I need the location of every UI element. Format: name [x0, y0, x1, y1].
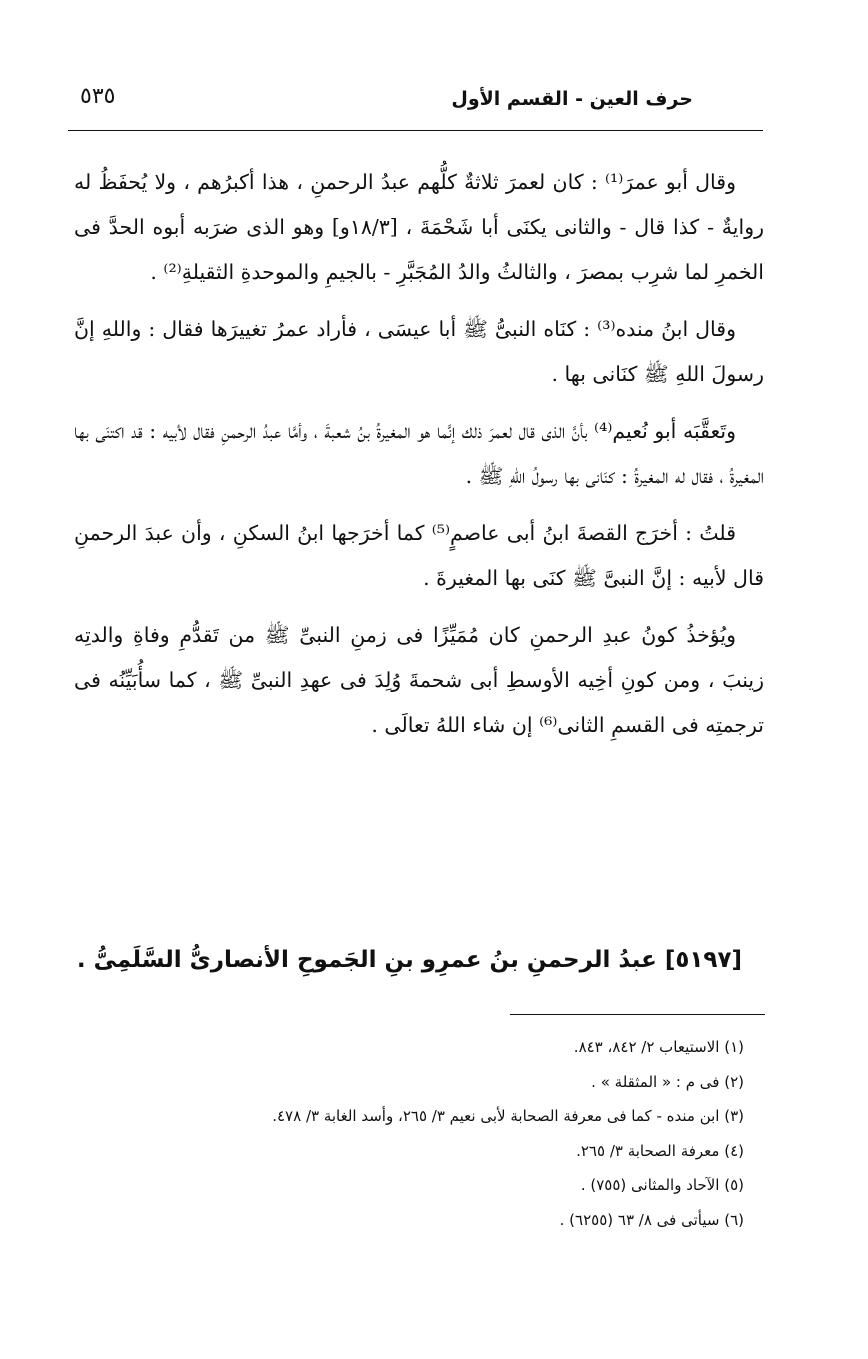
entry-heading: [٥١٩٧] عبدُ الرحمنِ بنُ عمرِو بنِ الجَموحِ الأنصارىُّ السَّلَمِىُّ .	[76, 947, 742, 973]
footnotes	[74, 1030, 744, 1237]
paragraph: قلتُ : أخرَج القصةَ ابنُ أبى عاصمٍ⁽⁵⁾ كما أخرَجها ابنُ السكنِ ، وأن عبدَ الرحمنِ قال لأبيه : إنَّ النبىَّ ﷺ كنَى بها المغيرةَ .	[74, 521, 764, 590]
footnote: (٣) ابن منده - كما فى معرفة الصحابة لأبى نعيم ٣/ ٢٦٥، وأسد الغابة ٣/ ٤٧٨.	[272, 1107, 744, 1125]
footnote: (٥) الآحاد والمثانى (٧٥٥) .	[580, 1176, 744, 1194]
paragraph: وقال أبو عمرَ⁽¹⁾ : كان لعمرَ ثلاثةٌ كلُّهم عبدُ الرحمنِ ، هذا أكبرُهم ، ولا يُحفَظُ له روايةٌ - كذا قال - والثانى يكنَى أبا شَحْمَةَ ، [١٨/٣و] وهو الذى ضرَبه أبوه الحدَّ فى الخمرِ لما شرِب بمصرَ ، والثالثُ والدُ المُجَبَّرِ - بالجيمِ والموحدةِ الثقيلةِ⁽²⁾ .	[74, 170, 764, 284]
footnote: (٢) فى م : « المثقلة » .	[591, 1072, 744, 1091]
footnote: (١) الاستيعاب ٢/ ٨٤٢، ٨٤٣.	[573, 1038, 744, 1056]
footnote: (٤) معرفة الصحابة ٣/ ٢٦٥.	[576, 1141, 744, 1160]
main-text	[74, 160, 764, 760]
footnote: (٦) سيأتى فى ٨/ ٦٣ (٦٢٥٥) .	[559, 1210, 744, 1229]
paragraph: ويُؤخذُ كونُ عبدِ الرحمنِ كان مُمَيِّزًا فى زمنِ النبىِّ ﷺ من تَقدُّمِ وفاةِ والدتِه زينبَ ، ومن كونِ أخِيه الأوسطِ أبى شحمةَ وُلِدَ فى عهدِ النبىِّ ﷺ ، كما سأُبَيِّنُه فى ترجمتِه فى القسمِ الثانى⁽⁶⁾ إن شاء اللهُ تعالَى .	[74, 623, 764, 737]
running-title: حرف العين - القسم الأول	[451, 88, 693, 110]
page-number: ٥٣٥	[80, 84, 116, 109]
paragraph: وقال ابنُ منده⁽³⁾ : كنَاه النبىُّ ﷺ أبا عيسَى ، فأراد عمرُ تغييرَها فقال : واللهِ إنَّ رسولَ اللهِ ﷺ كنَانى بها .	[74, 317, 764, 386]
header-rule	[68, 130, 763, 131]
footnote-rule	[510, 1014, 765, 1015]
running-header	[68, 82, 763, 126]
paragraph: وتَعقَّبَه أبو نُعيم⁽⁴⁾ بأنَّ الذى قال لعمرَ ذلك إنَّما هو المغيرةُ بنُ شعبةَ ، وأمَّا عبدُ الرحمنِ فقال لأبيه : قد اكتنَى بها المغيرةُ ، فقال له المغيرةُ : كنَانى بها رسولُ اللهِ ﷺ .	[74, 419, 764, 488]
